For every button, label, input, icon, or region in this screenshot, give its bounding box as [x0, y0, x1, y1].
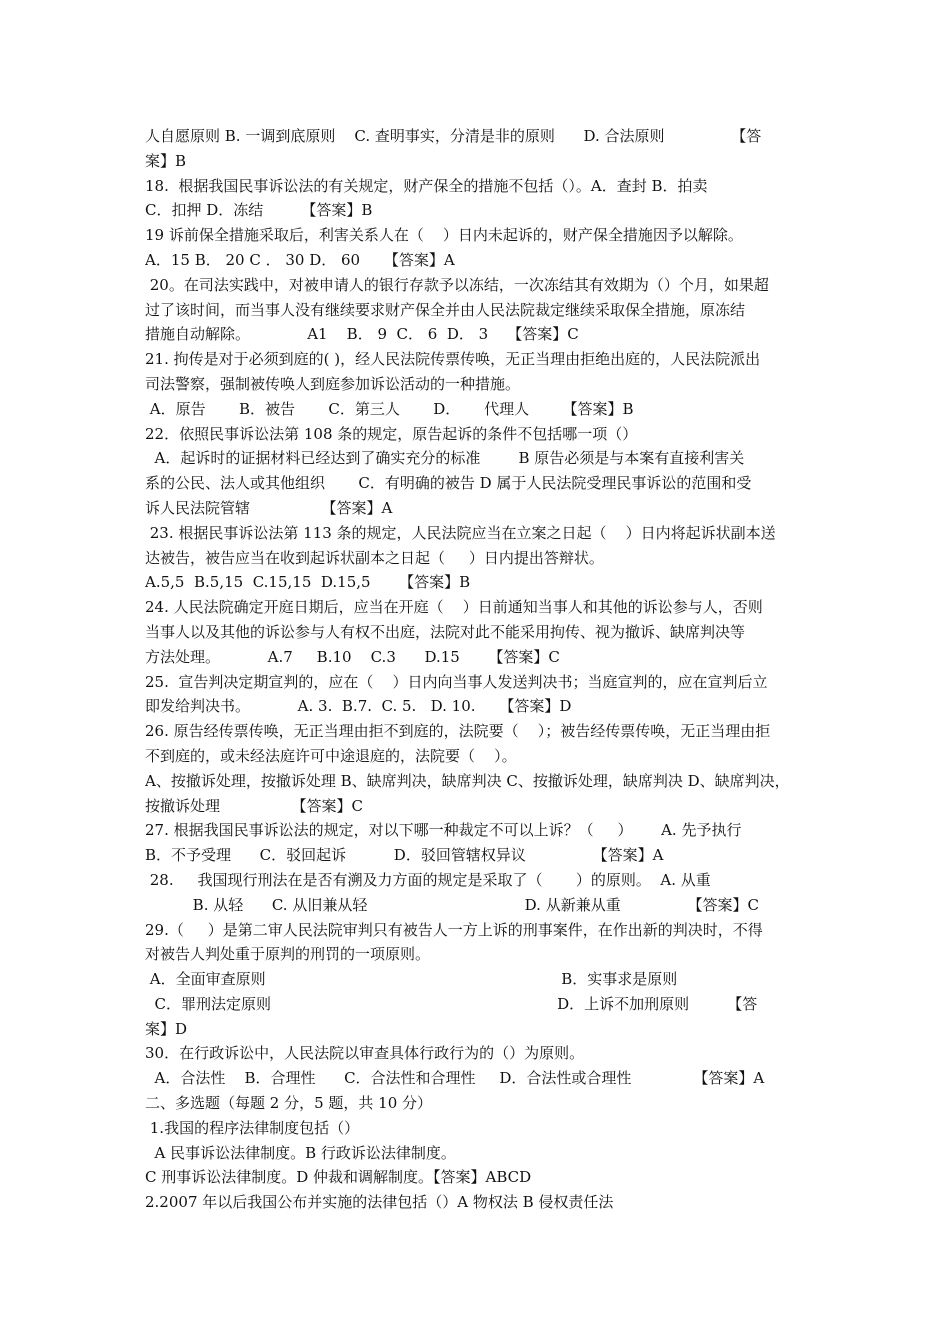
text-line: 案】B [145, 151, 187, 170]
document-body [145, 124, 810, 1215]
text-line: 达被告，被告应当在收到起诉状副本之日起（ ）日内提出答辩状。 [145, 548, 604, 567]
text-line: 过了该时间，而当事人没有继续要求财产保全并由人民法院裁定继续采取保全措施，原冻结 [145, 300, 746, 319]
text-line: B. 从轻 C. 从旧兼从轻 D. 从新兼从重 【答案】C [145, 895, 759, 914]
text-line: A、按撤诉处理，按撤诉处理 B、缺席判决，缺席判决 C、按撤诉处理，缺席判决 D、缺席判决， [145, 771, 790, 790]
text-line: A 民事诉讼法律制度。B 行政诉讼法律制度。 [145, 1143, 456, 1162]
text-line: 26. 原告经传票传唤，无正当理由拒不到庭的，法院要（ ）；被告经传票传唤，无正当理由拒 [145, 722, 771, 741]
text-line: 不到庭的，或未经法庭许可中途退庭的，法院要（ ）。 [145, 746, 517, 765]
text-line: 二、多选题（每题 2 分，5 题，共 10 分） [145, 1094, 433, 1113]
text-line: C．扣押 D．冻结 【答案】B [145, 201, 373, 220]
text-line: 1.我国的程序法律制度包括（） [145, 1118, 360, 1137]
text-line: 30．在行政诉讼中，人民法院以审查具体行政行为的（）为原则。 [145, 1044, 585, 1063]
text-line: A．合法性 B．合理性 C．合法性和合理性 D．合法性或合理性 【答案】A [145, 1069, 765, 1088]
text-line: 按撤诉处理 【答案】C [145, 796, 363, 815]
text-line: 29.（ ）是第二审人民法院审判只有被告人一方上诉的刑事案件，在作出新的判决时，不得 [145, 920, 763, 939]
text-line: 方法处理。 A.7 B.10 C.3 D.15 【答案】C [145, 647, 560, 666]
text-line: 23. 根据民事诉讼法第 113 条的规定，人民法院应当在立案之日起（ ）日内将起诉状副本送 [145, 523, 776, 542]
text-line: 19 诉前保全措施采取后，利害关系人在（ ）日内未起诉的，财产保全措施因予以解除。 [145, 226, 743, 245]
text-line: 22．依照民事诉讼法第 108 条的规定，原告起诉的条件不包括哪一项（） [145, 424, 638, 443]
text-line: 即发给判决书。 A. 3. B.7. C. 5. D. 10. 【答案】D [145, 697, 572, 716]
text-line: 系的公民、法人或其他组织 C．有明确的被告 D 属于人民法院受理民事诉讼的范围和受 [145, 474, 752, 493]
text-line: 当事人以及其他的诉讼参与人有权不出庭，法院对此不能采用拘传、视为撤诉、缺席判决等 [145, 622, 746, 641]
text-line: 24. 人民法院确定开庭日期后，应当在开庭（ ）日前通知当事人和其他的诉讼参与人，否则 [145, 598, 763, 617]
text-line: 人自愿原则 B. 一调到底原则 C. 查明事实，分清是非的原则 D. 合法原则 【答 [145, 127, 762, 145]
text-line: A．起诉时的证据材料已经达到了确实充分的标准 B 原告必须是与本案有直接利害关 [145, 449, 745, 468]
text-line: B．不予受理 C．驳回起诉 D．驳回管辖权异议 【答案】A [145, 846, 664, 865]
text-line: 对被告人判处重于原判的刑罚的一项原则。 [145, 945, 431, 964]
text-line: 18. 根据我国民事诉讼法的有关规定，财产保全的措施不包括（）。A．查封 B．拍卖 [145, 176, 708, 195]
text-line: A.5,5 B.5,15 C.15,15 D.15,5 【答案】B [145, 573, 471, 592]
text-line: 案】D [145, 1019, 188, 1038]
text-line: 20。在司法实践中，对被申请人的银行存款予以冻结，一次冻结其有效期为（）个月，如果超 [145, 275, 769, 294]
text-line: C．罪刑法定原则 D．上诉不加刑原则 【答 [145, 994, 758, 1013]
text-line: C 刑事诉讼法律制度。D 仲裁和调解制度。【答案】ABCD [145, 1168, 532, 1187]
text-line: 措施自动解除。 A1 B． 9 C． 6 D． 3 【答案】C [145, 325, 579, 344]
text-line: 28. 我国现行刑法在是否有溯及力方面的规定是采取了（ ）的原则。 A. 从重 [145, 870, 711, 889]
text-line: 21. 拘传是对于必须到庭的( )，经人民法院传票传唤，无正当理由拒绝出庭的，人民法院派出 [145, 350, 761, 369]
text-line: A．15 B． 20 C ． 30 D． 60 【答案】A [145, 250, 455, 269]
text-line: 司法警察，强制被传唤人到庭参加诉讼活动的一种措施。 [145, 374, 521, 393]
text-line: 25. 宣告判决定期宣判的，应在（ ）日内向当事人发送判决书；当庭宣判的，应在宣判后立 [145, 672, 768, 691]
text-line: 2.2007 年以后我国公布并实施的法律包括（）A 物权法 B 侵权责任法 [145, 1193, 614, 1212]
text-line: A．全面审查原则 B．实事求是原则 [145, 970, 678, 989]
text-line: A．原告 B．被告 C．第三人 D． 代理人 【答案】B [145, 399, 634, 418]
text-line: 诉人民法院管辖 【答案】A [145, 498, 393, 517]
text-line: 27. 根据我国民事诉讼法的规定，对以下哪一种裁定不可以上诉？（ ） A. 先予执行 [145, 821, 742, 840]
